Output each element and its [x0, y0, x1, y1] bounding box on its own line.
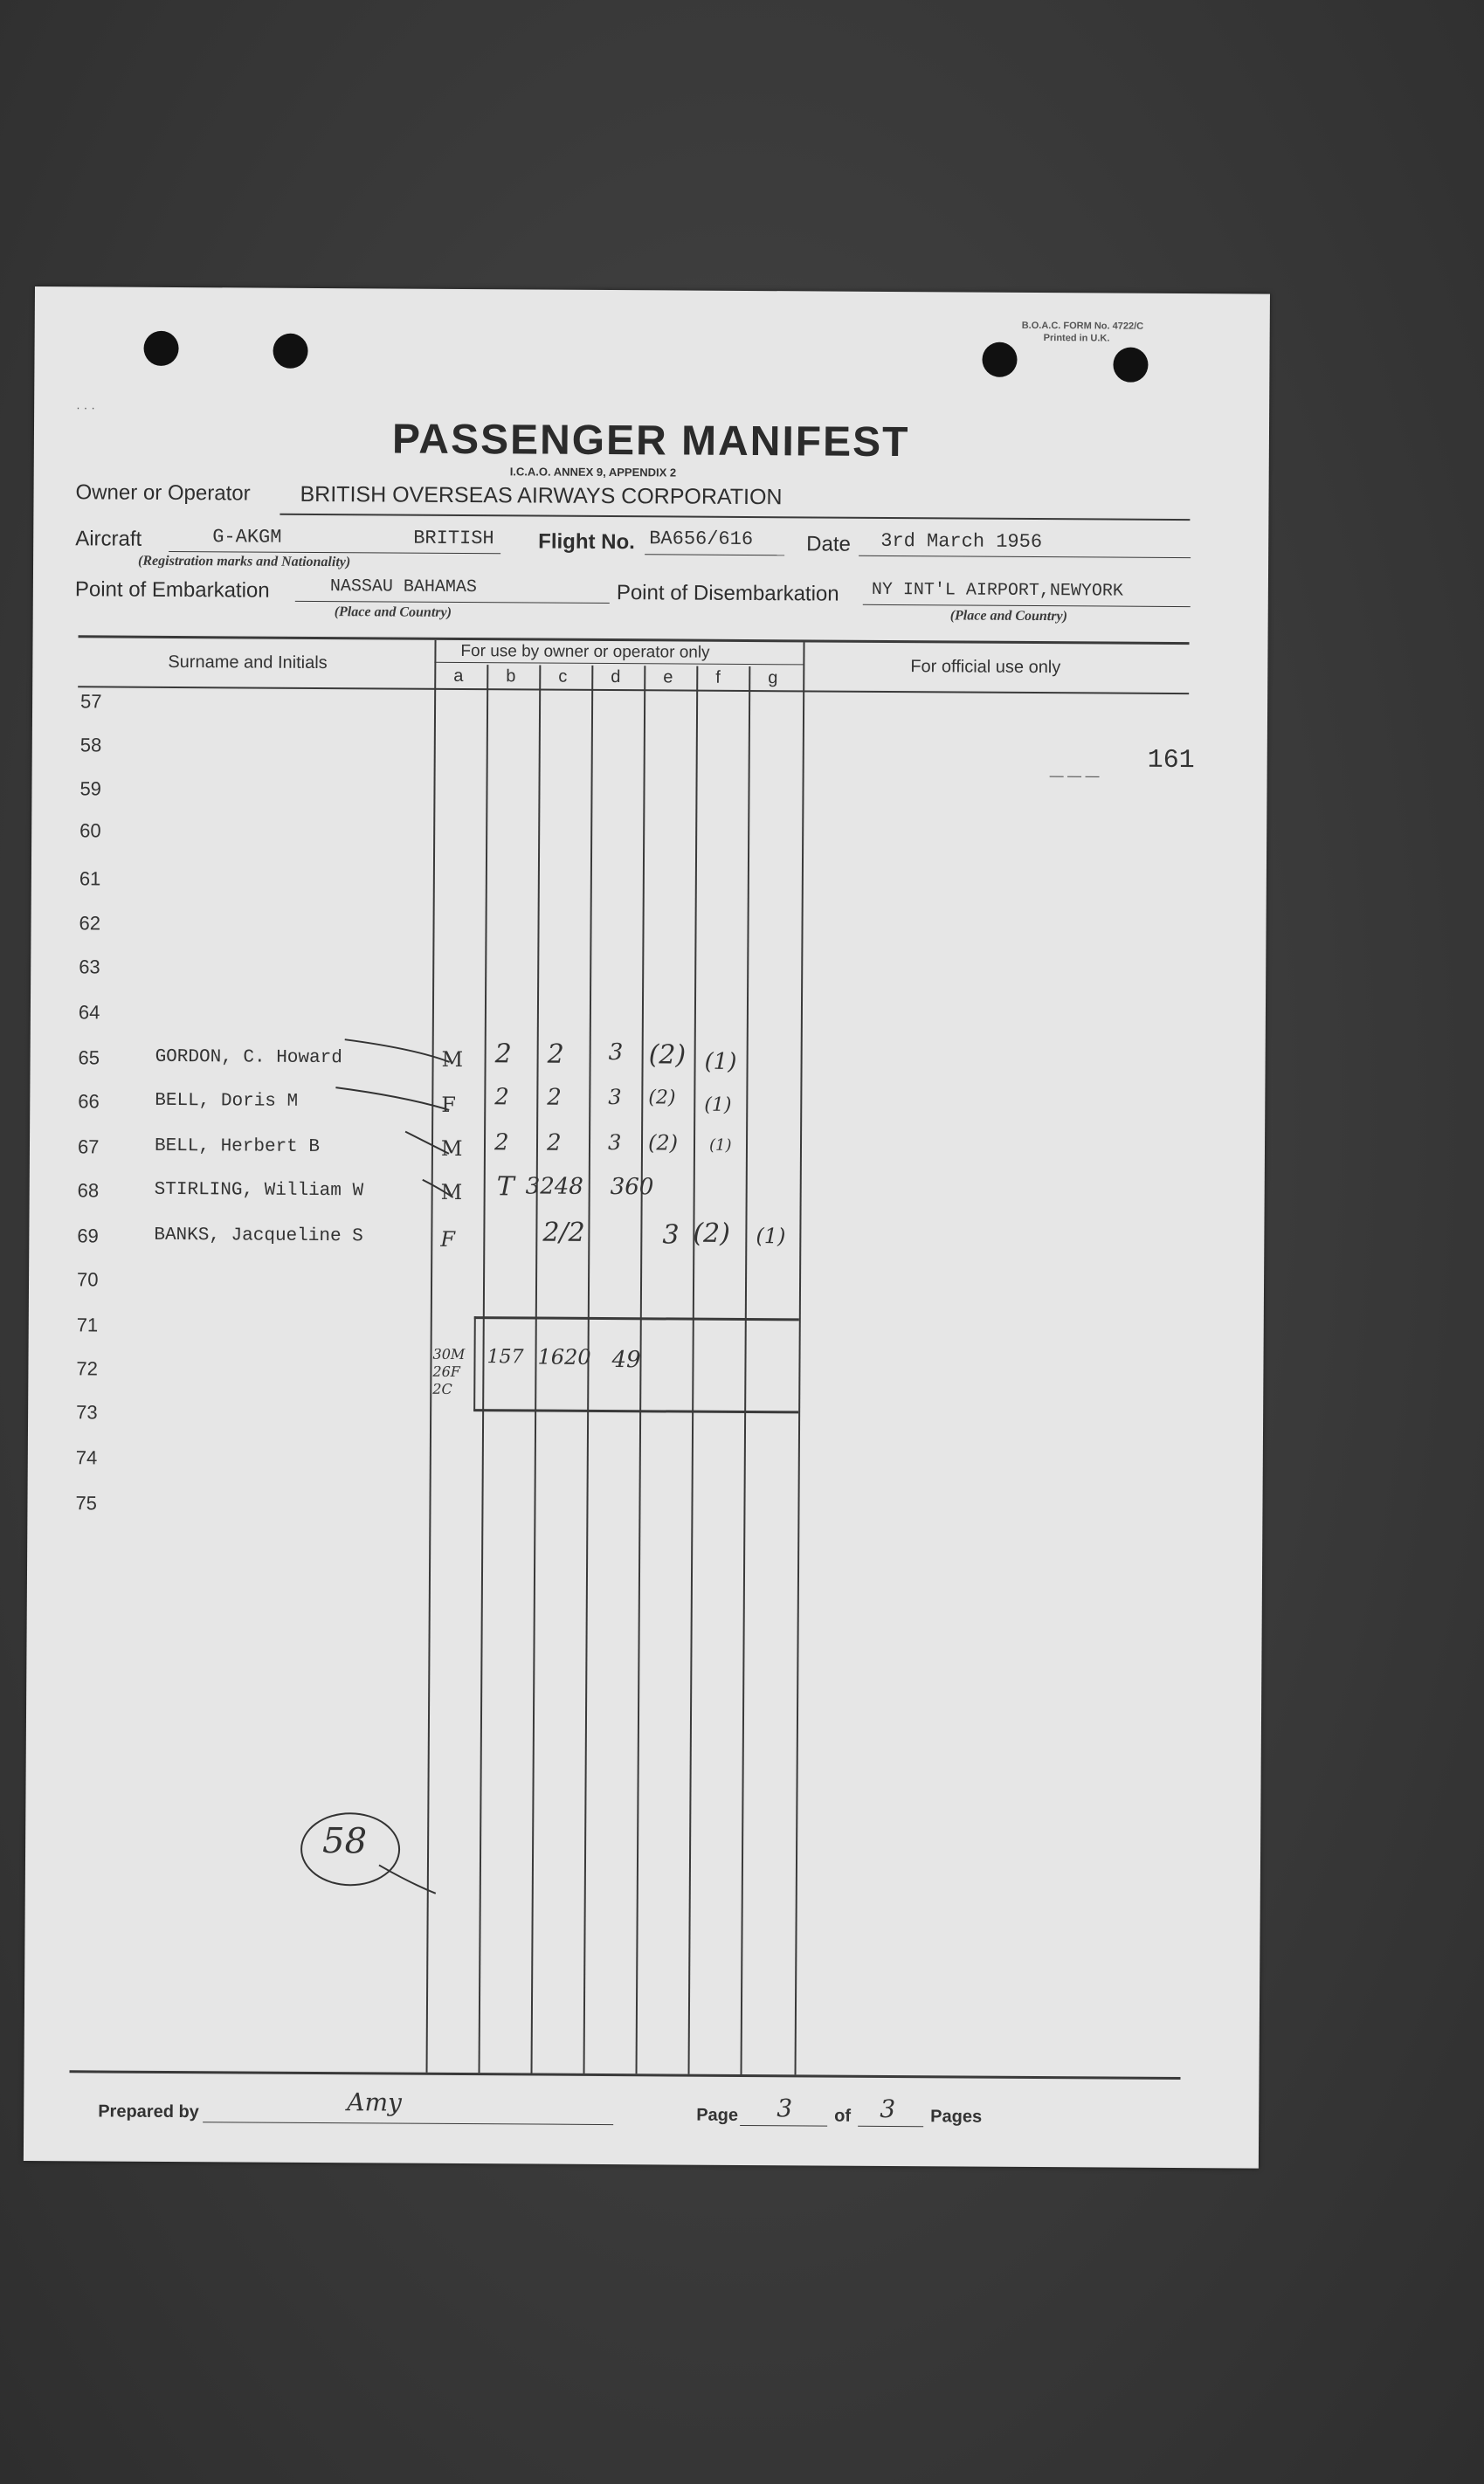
row-number: 70 [76, 1268, 99, 1291]
name-column-header: Surname and Initials [168, 652, 328, 673]
row-number: 71 [76, 1314, 99, 1336]
row-number: 64 [78, 1001, 100, 1024]
totals-a: 30M 26F 2C [432, 1345, 466, 1397]
cell-b: 2 [494, 1129, 509, 1156]
flight-label: Flight No. [538, 529, 635, 555]
official-dash-marks: — — — [1049, 769, 1100, 784]
page-label: Page [696, 2105, 739, 2125]
flight-number: BA656/616 [649, 528, 754, 551]
cell-d: 3 [662, 1219, 680, 1251]
column-letter-g: g [768, 668, 778, 688]
page-total-underline [858, 2126, 923, 2127]
passenger-name: BELL, Doris M [155, 1090, 299, 1112]
page-title: PASSENGER MANIFEST [391, 416, 910, 466]
punch-hole [273, 334, 307, 369]
manifest-sheet [24, 286, 1270, 2169]
embarkation-value: NASSAU BAHAMAS [329, 576, 478, 598]
flight-underline [645, 554, 784, 555]
date-label: Date [806, 532, 851, 556]
passenger-name: BANKS, Jacqueline S [154, 1225, 363, 1247]
of-label: of [834, 2106, 852, 2126]
totals-top-rule [474, 1316, 799, 1321]
cell-c: 2/2 [542, 1217, 585, 1248]
column-divider [479, 665, 489, 2073]
totals-bottom-rule [473, 1409, 798, 1413]
column-letter-b: b [506, 666, 516, 687]
row-number: 61 [79, 867, 101, 890]
column-divider [795, 642, 805, 2074]
embarkation-hint: (Place and Country) [334, 604, 452, 620]
embarkation-underline [295, 601, 610, 604]
cell-f: (1) [756, 1224, 786, 1249]
row-number: 65 [78, 1046, 100, 1069]
row-number: 67 [77, 1135, 100, 1158]
scan-specks: · · · [76, 400, 95, 415]
row-number: 68 [77, 1179, 100, 1202]
page-subtitle: I.C.A.O. ANNEX 9, APPENDIX 2 [509, 465, 677, 480]
passenger-name: STIRLING, William W [154, 1179, 364, 1202]
row-number: 73 [76, 1401, 98, 1424]
date-underline [859, 555, 1191, 558]
cell-sex: M [440, 1135, 463, 1162]
column-letter-a: a [453, 666, 464, 687]
cell-sex: F [441, 1092, 457, 1117]
prepared-by-underline [203, 2122, 613, 2125]
cell-c: 2 [547, 1038, 564, 1070]
owner-value: BRITISH OVERSEAS AIRWAYS CORPORATION [300, 481, 783, 510]
aircraft-nationality: BRITISH [413, 527, 494, 550]
cell-d: 3 [608, 1039, 624, 1066]
column-letter-c: c [558, 666, 568, 687]
column-letter-e: e [663, 667, 673, 687]
row-number: 69 [77, 1225, 99, 1247]
cell-d: 3 [607, 1130, 622, 1156]
row-number: 74 [75, 1446, 98, 1469]
page-underline [740, 2125, 827, 2127]
passenger-name: BELL, Herbert B [154, 1135, 321, 1158]
column-letter-d: d [611, 667, 621, 687]
row-number: 57 [80, 690, 102, 713]
form-number: B.O.A.C. FORM No. 4722/C [1021, 320, 1144, 332]
row-number: 59 [79, 777, 102, 800]
cell-b: 2 [494, 1038, 512, 1070]
row-number: 72 [76, 1357, 98, 1380]
disembarkation-label: Point of Disembarkation [616, 581, 839, 606]
printed-in: Printed in U.K. [1043, 333, 1110, 344]
embarkation-label: Point of Embarkation [74, 577, 270, 603]
row-number: 58 [79, 734, 102, 756]
cell-f: (1) [704, 1094, 732, 1116]
cell-sex: M [440, 1179, 463, 1205]
row-number: 60 [79, 819, 101, 842]
check-strokes [291, 1022, 502, 1267]
passenger-name: GORDON, C. Howard [155, 1046, 342, 1069]
totals-b: 157 [487, 1346, 524, 1369]
cell-c: 3248 [525, 1173, 583, 1200]
cell-sex: M [441, 1046, 464, 1073]
cell-b: T [496, 1171, 514, 1203]
cell-f: (1) [704, 1048, 737, 1075]
official-column-header: For official use only [910, 657, 1061, 678]
cell-e: (2) [647, 1130, 679, 1156]
punch-hole [982, 342, 1017, 377]
table-bottom-rule [70, 2070, 1181, 2080]
header-bottom-rule [78, 686, 1189, 694]
cell-e: (2) [648, 1039, 687, 1071]
disembarkation-value: NY INT'L AIRPORT,NEWYORK [871, 579, 1124, 602]
row-number: 63 [79, 956, 100, 978]
cell-sex: F [440, 1226, 456, 1252]
operator-subheader-rule [434, 662, 804, 666]
row-number: 62 [79, 912, 101, 935]
owner-label: Owner or Operator [75, 480, 251, 506]
operator-column-header: For use by owner or operator only [460, 641, 710, 662]
owner-underline [280, 514, 1190, 521]
circled-note-text: 58 [321, 1821, 368, 1862]
page-total: 3 [880, 2094, 896, 2124]
column-letter-f: f [715, 667, 721, 687]
cell-d: 360 [610, 1174, 654, 1201]
cell-d: 3 [608, 1085, 622, 1110]
date-value: 3rd March 1956 [880, 529, 1043, 554]
totals-d: 49 [611, 1347, 641, 1374]
prepared-by-label: Prepared by [98, 2101, 199, 2122]
column-divider [688, 666, 699, 2074]
cell-e: (2) [648, 1087, 676, 1109]
disembarkation-underline [863, 604, 1191, 607]
circled-note-tail [375, 1856, 445, 1900]
aircraft-hint: (Registration marks and Nationality) [138, 553, 351, 570]
row-number: 75 [75, 1492, 98, 1515]
prepared-by-signature: Amy [347, 2087, 403, 2117]
official-stamp-number: 161 [1147, 745, 1195, 776]
cell-c: 2 [547, 1084, 562, 1111]
pages-label: Pages [930, 2107, 983, 2127]
totals-c: 1620 [537, 1344, 591, 1370]
page-number: 3 [777, 2094, 793, 2123]
cell-e: (2) [693, 1218, 730, 1249]
row-number: 66 [78, 1090, 100, 1113]
cell-f: (1) [708, 1135, 732, 1155]
aircraft-label: Aircraft [75, 527, 142, 551]
column-divider [741, 666, 751, 2074]
cell-b: 2 [494, 1084, 509, 1111]
punch-hole [143, 331, 178, 366]
disembarkation-hint: (Place and Country) [949, 608, 1067, 624]
punch-hole [1113, 348, 1148, 383]
aircraft-registration: G-AKGM [212, 526, 282, 549]
cell-c: 2 [546, 1129, 562, 1156]
